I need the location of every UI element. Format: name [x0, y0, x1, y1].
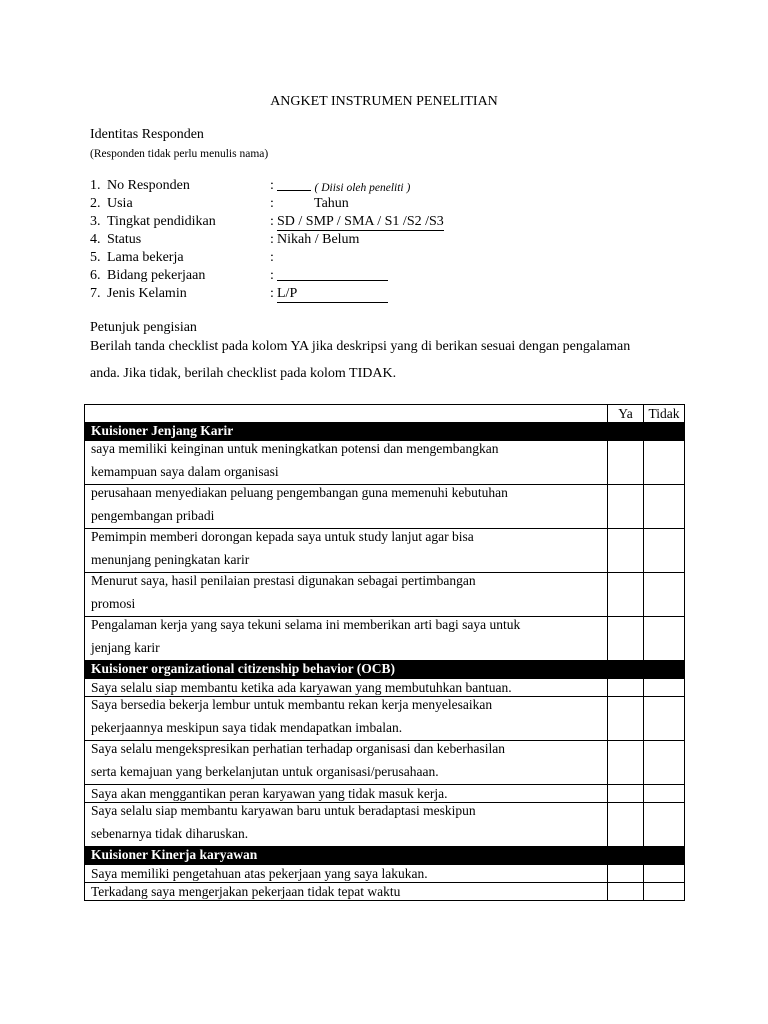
checkbox-ya[interactable] — [608, 697, 644, 741]
question-cell: Terkadang saya mengerjakan pekerjaan tidak tepat waktu — [85, 883, 608, 901]
table-row — [85, 573, 685, 617]
question-line-1: Menurut saya, hasil penilaian prestasi digunakan sebagai pertimbangan — [91, 573, 476, 588]
question-cell — [85, 741, 608, 785]
question-line-2: menunjang peningkatan karir — [91, 552, 250, 567]
question-line-1: saya memiliki keinginan untuk meningkatkan potensi dan mengembangkan — [91, 441, 499, 456]
question-line-1: Pengalaman kerja yang saya tekuni selama ini memberikan arti bagi saya untuk — [91, 617, 521, 632]
checkbox-tidak[interactable] — [644, 679, 685, 697]
identity-heading: Identitas Responden — [90, 127, 204, 142]
table-row — [85, 529, 685, 573]
field-number: 6. — [90, 268, 101, 283]
table-row — [85, 741, 685, 785]
question-cell: Saya akan menggantikan peran karyawan yang tidak masuk kerja. — [85, 785, 608, 803]
question-line-2: jenjang karir — [91, 640, 160, 655]
checkbox-tidak[interactable] — [644, 697, 685, 741]
field-number: 5. — [90, 250, 101, 265]
field-colon: : — [270, 214, 274, 229]
field-colon: : — [270, 268, 274, 283]
checkbox-tidak[interactable] — [644, 485, 685, 529]
checkbox-tidak[interactable] — [644, 865, 685, 883]
field-label: Lama bekerja — [107, 250, 184, 265]
header-tidak: Tidak — [644, 405, 685, 423]
document-title: ANGKET INSTRUMEN PENELITIAN — [270, 94, 498, 109]
field-label: Tingkat pendidikan — [107, 214, 216, 229]
field-colon: : — [270, 232, 274, 247]
checkbox-ya[interactable] — [608, 741, 644, 785]
question-line-2: promosi — [91, 596, 136, 611]
questionnaire-table — [84, 404, 685, 901]
checkbox-ya[interactable] — [608, 529, 644, 573]
field-value-area — [277, 178, 410, 196]
field-number: 3. — [90, 214, 101, 229]
table-header-row — [85, 405, 685, 423]
question-cell — [85, 697, 608, 741]
question-line-2: kemampuan saya dalam organisasi — [91, 464, 279, 479]
field-number: 2. — [90, 196, 101, 211]
section-title: Kuisioner organizational citizenship behavior (OCB) — [85, 661, 685, 679]
field-blank-line[interactable] — [277, 178, 311, 191]
table-row — [85, 865, 685, 883]
field-value: L/P — [277, 286, 388, 303]
field-label: Bidang pekerjaan — [107, 268, 206, 283]
checkbox-tidak[interactable] — [644, 803, 685, 847]
checkbox-tidak[interactable] — [644, 883, 685, 901]
question-line-1: Saya bersedia bekerja lembur untuk membantu rekan kerja menyelesaikan — [91, 697, 493, 712]
question-line-2: pekerjaannya meskipun saya tidak mendapatkan imbalan. — [91, 720, 403, 735]
field-label: Usia — [107, 196, 133, 211]
checkbox-tidak[interactable] — [644, 529, 685, 573]
question-cell — [85, 529, 608, 573]
field-note: ( Diisi oleh peneliti ) — [314, 182, 411, 194]
field-label: Status — [107, 232, 142, 247]
checkbox-ya[interactable] — [608, 441, 644, 485]
question-line-1: perusahaan menyediakan peluang pengembangan guna memenuhi kebutuhan — [91, 485, 508, 500]
checkbox-tidak[interactable] — [644, 441, 685, 485]
checkbox-ya[interactable] — [608, 883, 644, 901]
checkbox-tidak[interactable] — [644, 741, 685, 785]
section-header-row — [85, 847, 685, 865]
field-number: 1. — [90, 178, 101, 193]
question-cell — [85, 485, 608, 529]
question-line-2: serta kemajuan yang berkelanjutan untuk organisasi/perusahaan. — [91, 764, 439, 779]
header-ya: Ya — [608, 405, 644, 423]
field-value: Tahun — [314, 196, 349, 211]
checkbox-ya[interactable] — [608, 485, 644, 529]
table-row — [85, 803, 685, 847]
section-title: Kuisioner Jenjang Karir — [85, 423, 685, 441]
table-row — [85, 485, 685, 529]
table-row — [85, 883, 685, 901]
checkbox-tidak[interactable] — [644, 617, 685, 661]
field-colon: : — [270, 178, 274, 193]
field-label: No Responden — [107, 178, 190, 193]
instructions-line-1: Berilah tanda checklist pada kolom YA jika deskripsi yang di berikan sesuai dengan pengalaman — [90, 339, 631, 354]
instructions-heading: Petunjuk pengisian — [90, 320, 197, 335]
question-line-2: sebenarnya tidak diharuskan. — [91, 826, 249, 841]
table-row — [85, 441, 685, 485]
checkbox-ya[interactable] — [608, 803, 644, 847]
checkbox-ya[interactable] — [608, 617, 644, 661]
field-colon: : — [270, 286, 274, 301]
field-value: SD / SMP / SMA / S1 /S2 /S3 — [277, 214, 444, 229]
checkbox-ya[interactable] — [608, 785, 644, 803]
section-title: Kuisioner Kinerja karyawan — [85, 847, 685, 865]
identity-note: (Responden tidak perlu menulis nama) — [90, 148, 269, 160]
section-header-row — [85, 661, 685, 679]
field-number: 4. — [90, 232, 101, 247]
instructions-line-2: anda. Jika tidak, berilah checklist pada kolom TIDAK. — [90, 366, 397, 381]
question-cell: Saya selalu siap membantu ketika ada karyawan yang membutuhkan bantuan. — [85, 679, 608, 697]
field-value-area — [277, 268, 388, 286]
checkbox-tidak[interactable] — [644, 785, 685, 803]
question-line-2: pengembangan pribadi — [91, 508, 215, 523]
question-line-1: Pemimpin memberi dorongan kepada saya untuk study lanjut agar bisa — [91, 529, 474, 544]
checkbox-ya[interactable] — [608, 865, 644, 883]
question-cell — [85, 617, 608, 661]
field-value: Nikah / Belum — [277, 232, 360, 247]
checkbox-ya[interactable] — [608, 573, 644, 617]
table-row — [85, 617, 685, 661]
header-blank-cell — [85, 405, 608, 423]
question-line-1: Saya selalu siap membantu karyawan baru untuk beradaptasi meskipun — [91, 803, 476, 818]
field-colon: : — [270, 196, 274, 211]
question-cell — [85, 803, 608, 847]
checkbox-ya[interactable] — [608, 679, 644, 697]
field-blank-line[interactable] — [277, 268, 388, 281]
table-row — [85, 697, 685, 741]
question-line-1: Saya selalu mengekspresikan perhatian terhadap organisasi dan keberhasilan — [91, 741, 505, 756]
question-cell — [85, 573, 608, 617]
question-cell — [85, 441, 608, 485]
checkbox-tidak[interactable] — [644, 573, 685, 617]
field-number: 7. — [90, 286, 101, 301]
field-label: Jenis Kelamin — [107, 286, 187, 301]
question-cell: Saya memiliki pengetahuan atas pekerjaan yang saya lakukan. — [85, 865, 608, 883]
field-colon: : — [270, 250, 274, 265]
